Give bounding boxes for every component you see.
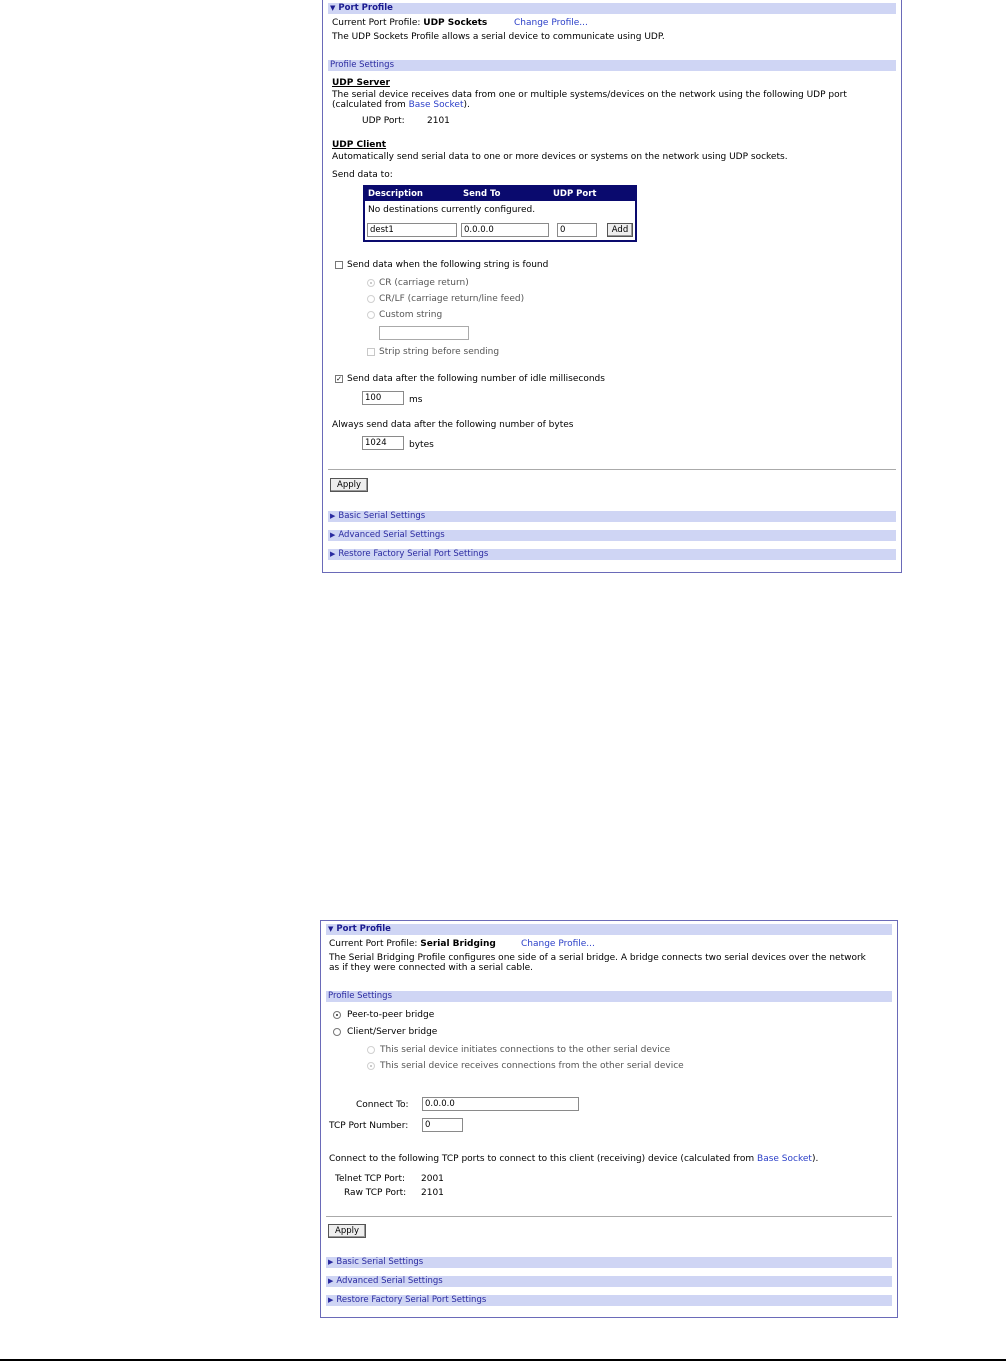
triangle-right-icon: ▶ <box>330 531 336 539</box>
destinations-table-header <box>365 187 635 201</box>
initiates-radio[interactable] <box>367 1046 375 1054</box>
dest-send-to-input[interactable]: 0.0.0.0 <box>461 223 549 237</box>
udp-server-desc-2: (calculated from Base Socket). <box>332 100 470 110</box>
telnet-port-value: 2001 <box>421 1174 444 1184</box>
receives-radio[interactable] <box>367 1062 375 1070</box>
crlf-label: CR/LF (carriage return/line feed) <box>379 294 525 304</box>
telnet-port-label: Telnet TCP Port: <box>335 1174 406 1184</box>
udp-server-desc: The serial device receives data from one or multiple systems/devices on the network using the following UDP port <box>332 90 847 100</box>
custom-string-radio[interactable] <box>367 311 375 319</box>
base-socket-link[interactable]: Base Socket <box>757 1154 812 1164</box>
current-profile-value: UDP Sockets <box>423 18 488 28</box>
bytes-input[interactable]: 1024 <box>362 436 404 450</box>
current-profile-line: Current Port Profile: Serial Bridging <box>329 939 496 949</box>
dest-description-input[interactable]: dest1 <box>367 223 457 237</box>
idle-label: Send data after the following number of idle milliseconds <box>347 374 605 384</box>
bytes-unit: bytes <box>409 440 434 450</box>
basic-serial-settings-bar[interactable]: ▶ Basic Serial Settings <box>326 1257 892 1268</box>
raw-port-value: 2101 <box>421 1188 444 1198</box>
divider <box>328 469 896 470</box>
idle-checkbox[interactable]: ✓ <box>336 375 342 383</box>
strip-string-checkbox[interactable] <box>367 348 375 356</box>
change-profile-link[interactable]: Change Profile... <box>521 939 595 949</box>
column-header-description: Description <box>368 189 423 199</box>
column-header-send-to: Send To <box>463 189 501 199</box>
connect-to-input[interactable]: 0.0.0.0 <box>422 1097 579 1111</box>
cr-label: CR (carriage return) <box>379 278 469 288</box>
profile-description: The Serial Bridging Profile configures one side of a serial bridge. A bridge connects two serial devices over the network <box>329 953 866 963</box>
client-server-label: Client/Server bridge <box>347 1027 438 1037</box>
send-data-to-label: Send data to: <box>332 170 393 180</box>
triangle-down-icon: ▼ <box>328 925 334 933</box>
idle-unit: ms <box>409 395 423 405</box>
udp-port-label: UDP Port: <box>362 116 405 126</box>
raw-port-label: Raw TCP Port: <box>344 1188 407 1198</box>
profile-settings-header: Profile Settings <box>326 991 892 1002</box>
udp-sockets-panel <box>322 0 902 573</box>
always-send-label: Always send data after the following number of bytes <box>332 420 574 430</box>
restore-factory-settings-bar[interactable]: ▶ Restore Factory Serial Port Settings <box>328 549 896 560</box>
current-profile-line: Current Port Profile: UDP Sockets <box>332 18 488 28</box>
udp-client-title: UDP Client <box>332 140 387 150</box>
port-profile-header[interactable]: ▼ Port Profile <box>326 924 892 935</box>
divider <box>326 1216 892 1217</box>
custom-string-input[interactable] <box>379 326 469 340</box>
column-header-udp-port: UDP Port <box>553 189 597 199</box>
connect-to-label: Connect To: <box>356 1100 409 1110</box>
triangle-right-icon: ▶ <box>328 1296 334 1304</box>
udp-client-desc: Automatically send serial data to one or more devices or systems on the network using UDP sockets. <box>332 152 788 162</box>
peer-to-peer-radio[interactable] <box>333 1011 341 1019</box>
connect-following-text: Connect to the following TCP ports to connect to this client (receiving) device (calculated from Base Socket). <box>329 1154 819 1164</box>
send-string-label: Send data when the following string is found <box>347 260 549 270</box>
profile-description: The UDP Sockets Profile allows a serial device to communicate using UDP. <box>332 32 665 42</box>
profile-description-2: as if they were connected with a serial cable. <box>329 963 534 973</box>
cr-radio[interactable] <box>367 279 375 287</box>
triangle-right-icon: ▶ <box>328 1258 334 1266</box>
tcp-port-input[interactable]: 0 <box>422 1118 463 1132</box>
advanced-serial-settings-bar[interactable]: ▶ Advanced Serial Settings <box>326 1276 892 1287</box>
receives-label: This serial device receives connections from the other serial device <box>380 1061 684 1071</box>
peer-to-peer-label: Peer-to-peer bridge <box>347 1010 435 1020</box>
add-destination-button[interactable]: Add <box>607 223 633 237</box>
tcp-port-label: TCP Port Number: <box>329 1121 409 1131</box>
udp-server-title: UDP Server <box>332 78 390 88</box>
send-string-checkbox[interactable] <box>335 261 343 269</box>
triangle-right-icon: ▶ <box>328 1277 334 1285</box>
apply-button[interactable]: Apply <box>328 1224 366 1238</box>
current-profile-value: Serial Bridging <box>420 939 496 949</box>
triangle-right-icon: ▶ <box>330 512 336 520</box>
dest-udp-port-input[interactable]: 0 <box>557 223 597 237</box>
no-destinations-message: No destinations currently configured. <box>368 205 536 215</box>
basic-serial-settings-bar[interactable]: ▶ Basic Serial Settings <box>328 511 896 522</box>
client-server-radio[interactable] <box>333 1028 341 1036</box>
udp-port-value: 2101 <box>427 116 450 126</box>
triangle-down-icon: ▼ <box>330 4 336 12</box>
triangle-right-icon: ▶ <box>330 550 336 558</box>
page-footer-rule <box>0 1359 1006 1361</box>
initiates-label: This serial device initiates connections to the other serial device <box>380 1045 671 1055</box>
restore-factory-settings-bar[interactable]: ▶ Restore Factory Serial Port Settings <box>326 1295 892 1306</box>
profile-settings-header: Profile Settings <box>328 60 896 71</box>
change-profile-link[interactable]: Change Profile... <box>514 18 588 28</box>
base-socket-link[interactable]: Base Socket <box>408 100 464 110</box>
advanced-serial-settings-bar[interactable]: ▶ Advanced Serial Settings <box>328 530 896 541</box>
strip-string-label: Strip string before sending <box>379 347 500 357</box>
crlf-radio[interactable] <box>367 295 375 303</box>
custom-string-label: Custom string <box>379 310 443 320</box>
destinations-table <box>363 185 637 242</box>
port-profile-header[interactable]: ▼ Port Profile <box>328 3 896 14</box>
idle-ms-input[interactable]: 100 <box>362 391 404 405</box>
apply-button[interactable]: Apply <box>330 478 368 492</box>
serial-bridging-panel <box>320 920 898 1318</box>
